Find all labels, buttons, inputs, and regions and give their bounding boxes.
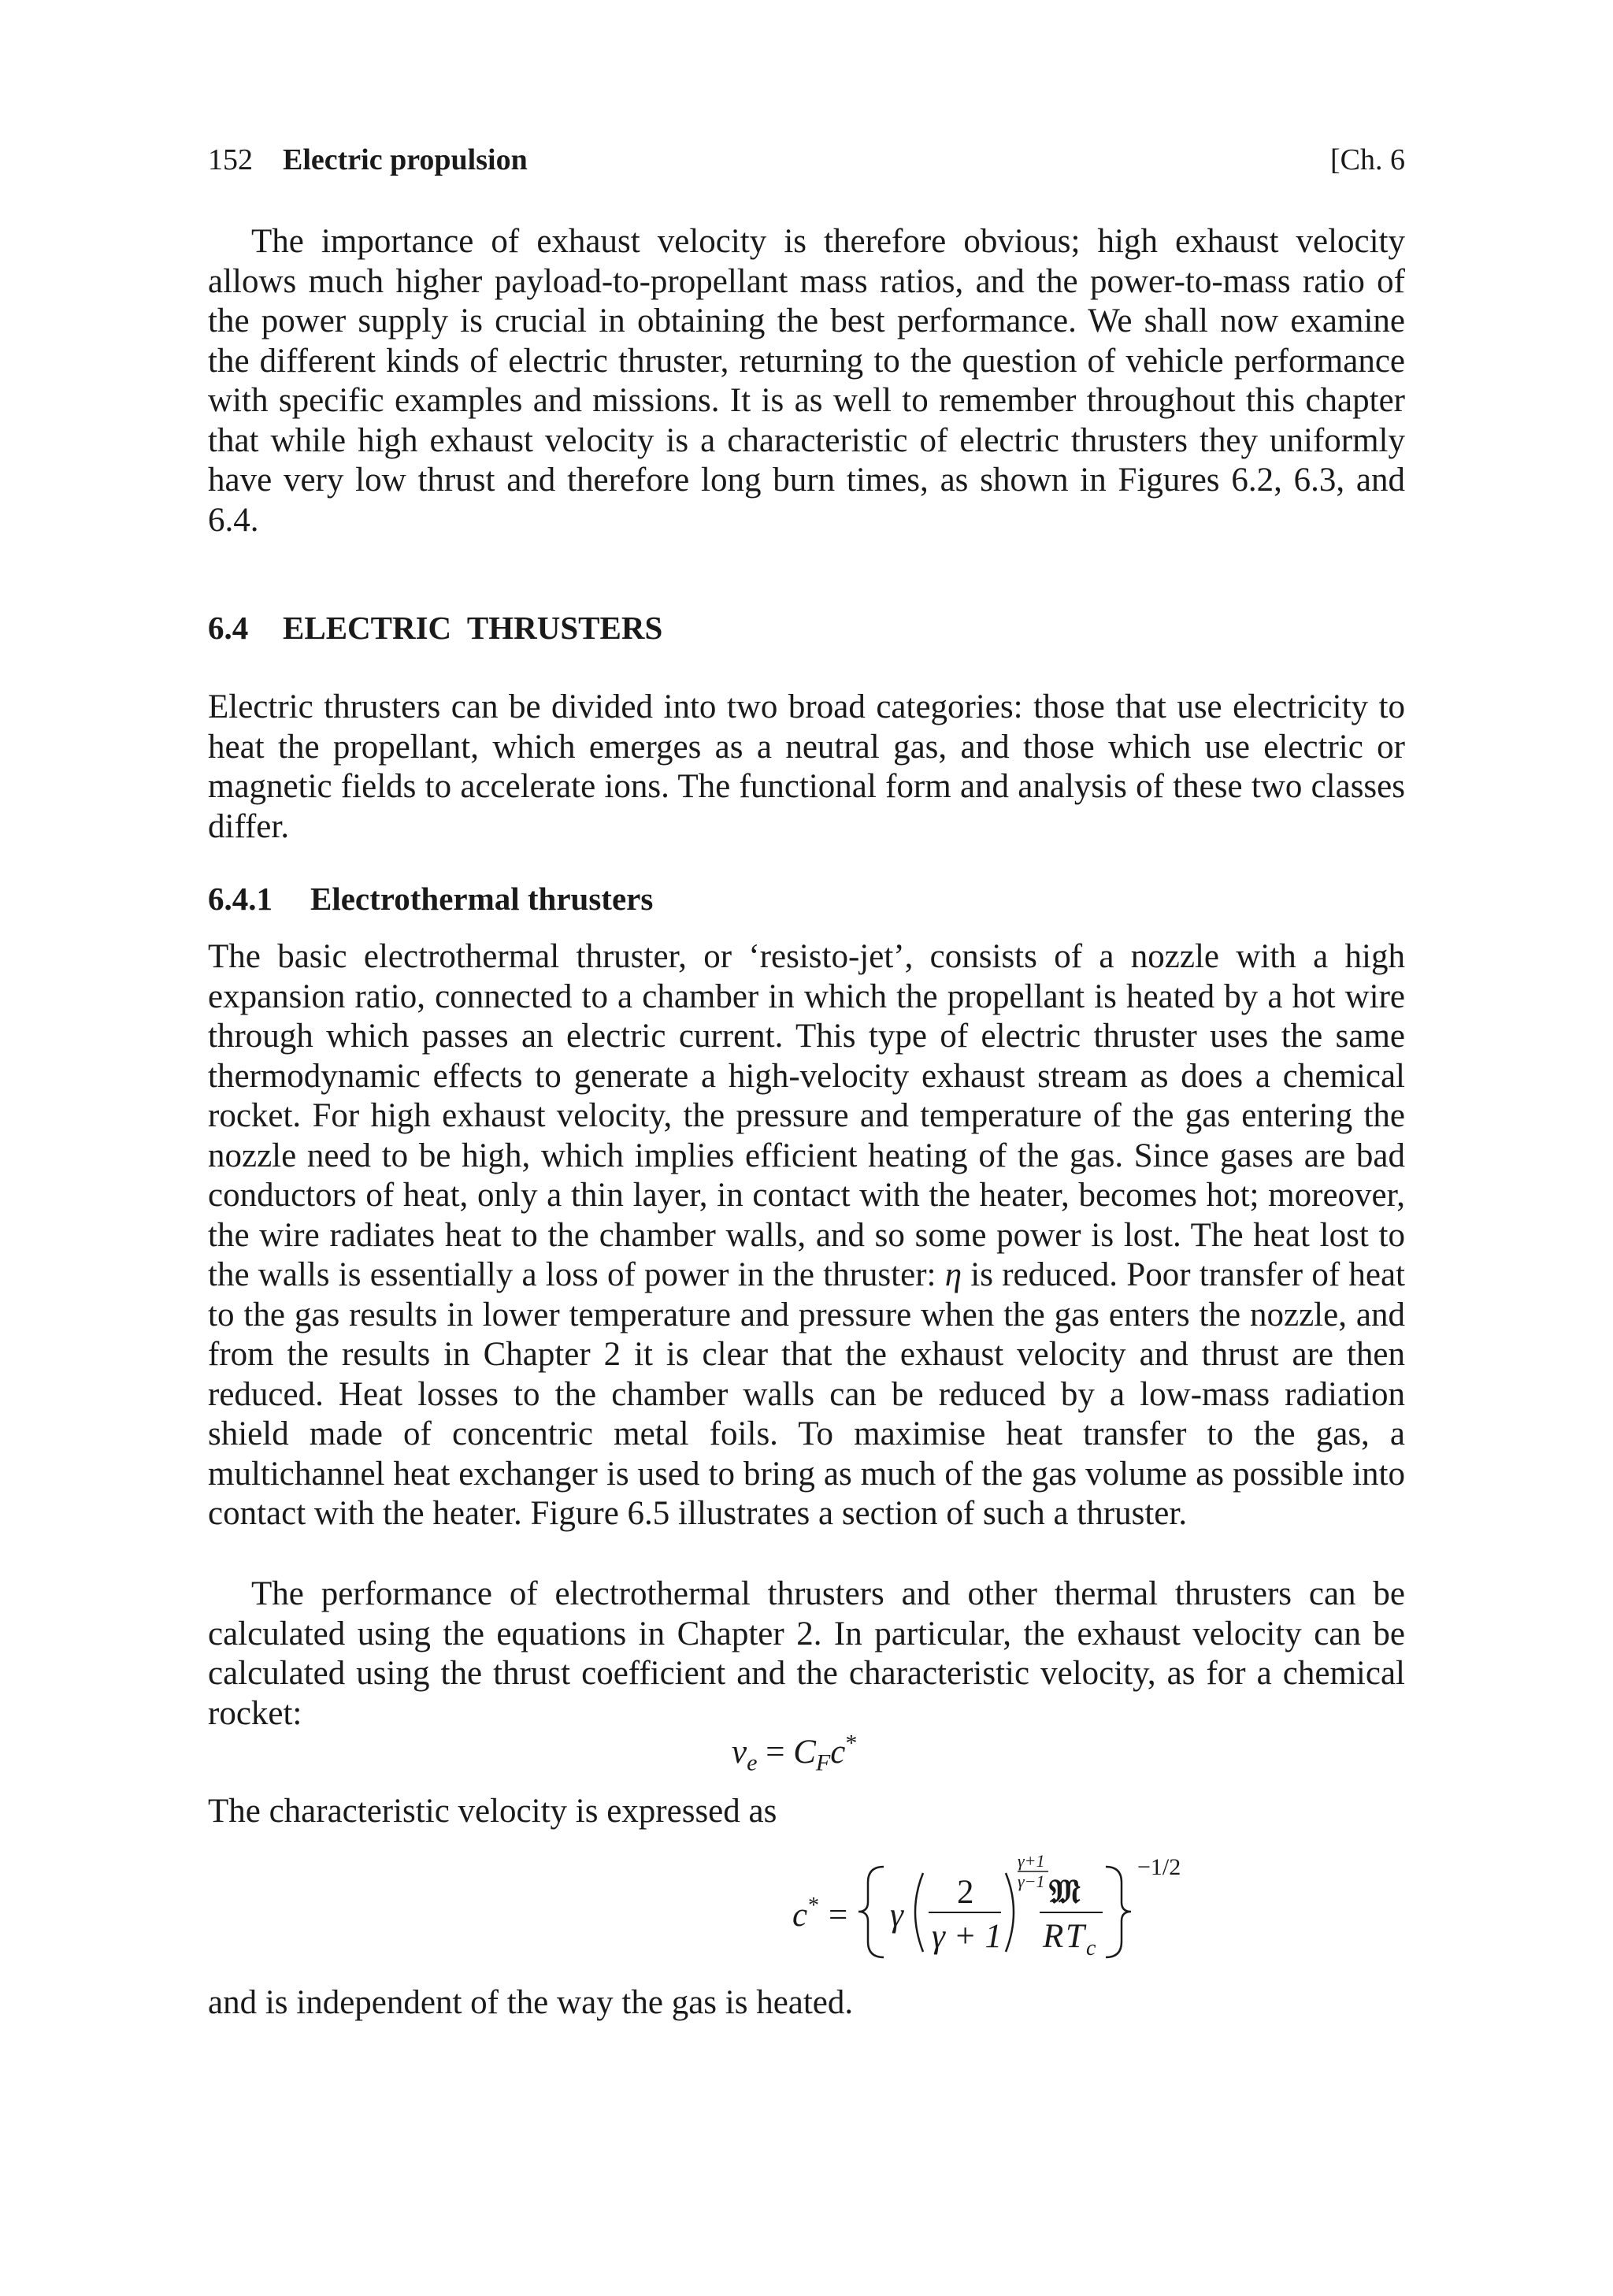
eq2-svg <box>570 1851 1263 1969</box>
paragraph-resistojet-part1: The basic electrothermal thruster, or ‘resisto-jet’, consists of a nozzle with a high expansion ratio, connected to a chamber in which the propellant is heated by a hot wire through which passes an electric current. This type of electric thruster uses the same thermodynamic effects to generate a high-velocity exhaust stream as does a chemical rocket. For high exhaust velocity, the pressure and temperature of the gas entering the nozzle need to be high, which implies efficient heating of the gas. Since gases are bad conductors of heat, only a thin layer, in contact with the heater, becomes hot; moreover, the wire radiates heat to the chamber walls, and so some power is lost. The heat lost to the walls is essentially a loss of power in the thruster: <box>208 938 1405 1293</box>
subsection-title: Electrothermal thrusters <box>310 881 654 917</box>
section-number: 6.4 <box>208 610 249 646</box>
outer-exponent: −1/2 <box>1137 1854 1181 1880</box>
eq2-lhs: c <box>792 1897 808 1934</box>
paragraph-exhaust-velocity: The importance of exhaust velocity is therefore obvious; high exhaust velocity allows much higher payload-to-propellant mass ratios, and the power-to-mass ratio of the power supply is crucial in obtaining the best performance. We shall now examine the different kinds of electric thruster, returning to the question of vehicle performance with specific examples and missions. It is as well to remember throughout this chapter that while high exhaust velocity is a characteristic of electric thrusters they uniformly have very low thrust and therefore long burn times, as shown in Figures 6.2, 6.3, and 6.4. <box>208 223 1405 539</box>
eq1-equals: = <box>757 1734 794 1771</box>
eq1-c-var: c <box>830 1734 846 1771</box>
right-brace <box>1106 1867 1131 1957</box>
eq2-gamma: γ <box>890 1897 903 1934</box>
running-title: Electric propulsion <box>283 143 528 176</box>
section-heading <box>208 608 662 647</box>
subsection-number: 6.4.1 <box>208 881 273 917</box>
equation-exhaust-velocity <box>732 1729 858 1776</box>
eq2-denominator: γ + 1 <box>932 1918 1002 1955</box>
temperature-subscript: c <box>1086 1936 1096 1960</box>
eq1-star: * <box>845 1729 858 1756</box>
chamber-temperature-T: T <box>1066 1918 1085 1955</box>
chapter-label: [Ch. 6 <box>1330 143 1405 176</box>
eq2-star: * <box>808 1894 819 1918</box>
paragraph-performance: The performance of electrothermal thrusters and other thermal thrusters can be calculated using the equations in Chapter 2. In particular, the exhaust velocity can be calculated using the thrust coefficient and the characteristic velocity, as for a chemical rocket: <box>208 1575 1405 1732</box>
eq2-numerator: 2 <box>957 1874 974 1911</box>
running-header <box>208 140 1405 180</box>
page-number: 152 <box>208 143 253 176</box>
paragraph-characteristic-velocity: The characteristic velocity is expressed as <box>208 1793 777 1830</box>
eq1-coef-sub: F <box>815 1749 831 1776</box>
eq1-lhs-var: v <box>732 1734 747 1771</box>
gas-constant-R: R <box>1043 1918 1064 1955</box>
book-page <box>208 0 1405 2296</box>
eq1-lhs-sub: e <box>747 1749 758 1776</box>
paragraph-resistojet-part2: is reduced. Poor transfer of heat to the gas results in lower temperature and pressure when the gas enters the nozzle, and from the results in Chapter 2 it is clear that the exhaust velocity and thrust are then reduced. Heat losses to the chamber walls can be reduced by a low-mass radiation shield made of concentric metal foils. To maximise heat transfer to the gas, a multichannel heat exchanger is used to bring as much of the gas volume as possible into contact with the heater. Figure 6.5 illustrates a section of such a thruster. <box>208 1256 1405 1532</box>
left-brace <box>858 1867 884 1957</box>
section-title: ELECTRIC THRUSTERS <box>283 610 663 646</box>
left-paren <box>915 1873 923 1952</box>
subsection-heading <box>208 879 653 918</box>
equation-characteristic-velocity <box>570 1851 1263 1969</box>
paragraph-thruster-categories: Electric thrusters can be divided into two broad categories: those that use electricity to heat the propellant, which emerges as a neutral gas, and those which use electric or magnetic fields to accelerate ions. The functional form and analysis of these two classes differ. <box>208 688 1405 845</box>
molar-mass: 𝔐 <box>1049 1874 1081 1911</box>
eq2-equals: = <box>829 1897 848 1934</box>
paragraph-resistojet <box>208 937 1405 1534</box>
exponent-denominator: γ−1 <box>1018 1871 1045 1891</box>
eta-symbol: η <box>944 1256 962 1293</box>
exponent-numerator: γ+1 <box>1018 1851 1045 1871</box>
eq1-coef-var: C <box>793 1734 816 1771</box>
right-paren <box>1006 1873 1014 1952</box>
paragraph-independent: and is independent of the way the gas is heated. <box>208 1984 854 2021</box>
